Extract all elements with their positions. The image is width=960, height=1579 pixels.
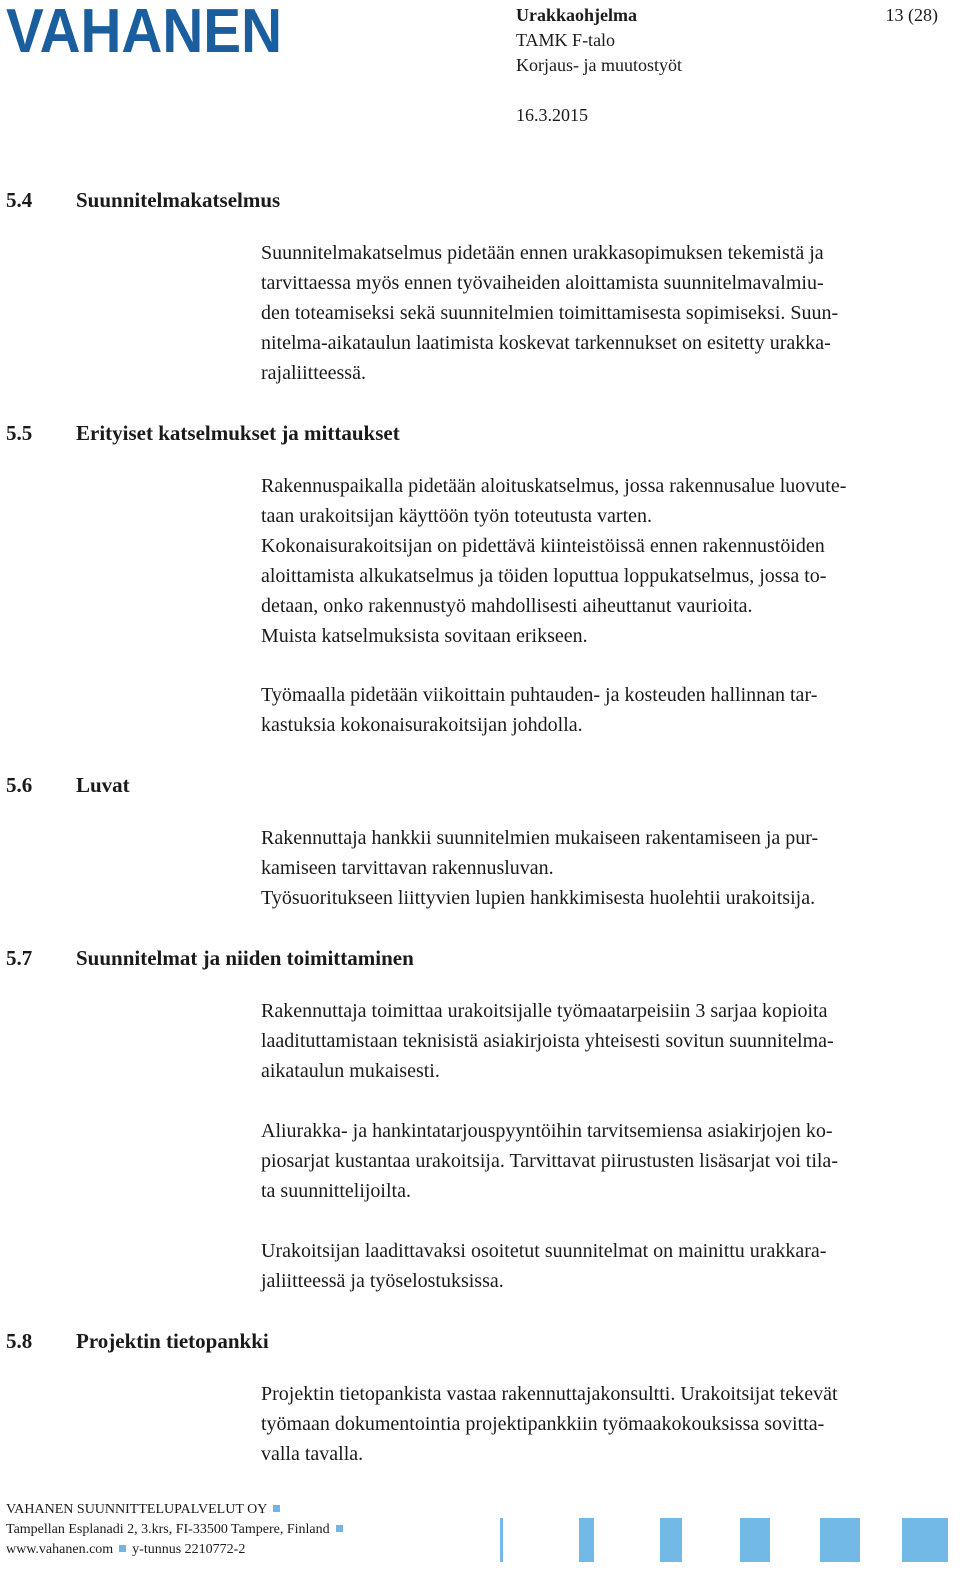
logo-text: VAHANEN — [6, 2, 282, 60]
text-line: rajaliitteessä. — [261, 362, 366, 384]
section-title: Suunnitelmat ja niiden toimittaminen — [76, 946, 414, 970]
footer-address — [6, 1520, 343, 1540]
text-line: tarvittaessa myös ennen työvaiheiden aloittamista suunnitelmavalmiu- — [261, 272, 824, 294]
text-line: Kokonaisurakoitsijan on pidettävä kiinteistöissä ennen rakennustöiden — [261, 535, 825, 557]
text-line: ta suunnittelijoilta. — [261, 1180, 411, 1202]
page-number: 13 (28) — [885, 5, 938, 25]
section-number: 5.4 — [6, 188, 33, 212]
text-line: Rakennuttaja hankkii suunnitelmien mukaiseen rakentamiseen ja pur- — [261, 827, 819, 849]
text-line: kastuksia kokonaisurakoitsijan johdolla. — [261, 714, 583, 736]
section-paragraph — [261, 1236, 951, 1296]
project-name: TAMK F-talo — [516, 30, 616, 50]
text-line: Rakennuttaja toimittaa urakoitsijalle työmaatarpeisiin 3 sarjaa kopioita — [261, 1000, 828, 1022]
section-heading-5-4 — [6, 186, 280, 214]
text-line: työmaan dokumentointia projektipankkiin työmaakokouksissa sovitta- — [261, 1413, 825, 1435]
text-line: den toteamiseksi sekä suunnitelmien toimittamisesta sopimiseksi. Suun- — [261, 302, 839, 324]
text-line: kamiseen tarvittavan rakennusluvan. — [261, 857, 554, 879]
section-paragraph — [261, 1379, 951, 1469]
decorative-stripe — [740, 1518, 770, 1562]
text-line: Työmaalla pidetään viikoittain puhtauden- ja kosteuden hallinnan tar- — [261, 684, 818, 706]
section-heading-5-8 — [6, 1327, 269, 1355]
footer-company — [6, 1500, 280, 1520]
text-line: Muista katselmuksista sovitaan erikseen. — [261, 625, 588, 647]
section-paragraph — [261, 823, 951, 913]
text-line: Aliurakka- ja hankintatarjouspyyntöihin tarvitsemiensa asiakirjojen ko- — [261, 1120, 833, 1142]
square-bullet-icon — [273, 1505, 280, 1512]
section-heading-5-7 — [6, 944, 414, 972]
text-line: aloittamista alkukatselmus ja töiden loputtua loppukatselmus, jossa to- — [261, 565, 827, 587]
company-name: VAHANEN SUUNNITTELUPALVELUT OY — [6, 1502, 268, 1517]
square-bullet-icon — [336, 1525, 343, 1532]
section-number: 5.8 — [6, 1329, 33, 1353]
text-line: Työsuoritukseen liittyvien lupien hankkimisesta huolehtii urakoitsija. — [261, 887, 816, 909]
text-line: Rakennuspaikalla pidetään aloituskatselmus, jossa rakennusalue luovute- — [261, 475, 847, 497]
section-title: Luvat — [76, 773, 130, 797]
text-line: nitelma-aikataulun laatimista koskevat tarkennukset on esitetty urakka- — [261, 332, 831, 354]
section-paragraph — [261, 1116, 951, 1206]
company-website: www.vahanen.com — [6, 1542, 114, 1557]
section-paragraph — [261, 996, 951, 1086]
text-line: valla tavalla. — [261, 1443, 364, 1465]
document-title: Urakkaohjelma — [516, 5, 637, 25]
section-title: Projektin tietopankki — [76, 1329, 269, 1353]
section-number: 5.6 — [6, 773, 33, 797]
section-title: Erityiset katselmukset ja mittaukset — [76, 421, 400, 445]
text-line: Projektin tietopankista vastaa rakennuttajakonsultti. Urakoitsijat tekevät — [261, 1383, 838, 1405]
section-paragraph — [261, 238, 951, 388]
business-id: y-tunnus 2210772-2 — [132, 1542, 246, 1557]
square-bullet-icon — [119, 1545, 126, 1552]
document-subtitle: Korjaus- ja muutostyöt — [516, 55, 682, 75]
section-number: 5.5 — [6, 421, 33, 445]
text-line: piosarjat kustantaa urakoitsija. Tarvittavat piirustusten lisäsarjat voi tila- — [261, 1150, 838, 1172]
footer-contact — [6, 1540, 245, 1560]
section-title: Suunnitelmakatselmus — [76, 188, 281, 212]
section-paragraph — [261, 680, 951, 740]
text-line: laadituttamistaan teknisistä asiakirjoista yhteisesti sovitun suunnitelma- — [261, 1030, 834, 1052]
text-line: detaan, onko rakennustyö mahdollisesti aiheuttanut vaurioita. — [261, 595, 753, 617]
text-line: Urakoitsijan laadittavaksi osoitetut suunnitelmat on mainittu urakkara- — [261, 1240, 827, 1262]
vahanen-logo — [6, 2, 296, 65]
text-line: taan urakoitsijan käyttöön työn toteutusta varten. — [261, 505, 653, 527]
section-heading-5-5 — [6, 419, 400, 447]
decorative-stripe — [500, 1518, 503, 1562]
text-line: jaliitteessä ja työselostuksissa. — [261, 1270, 504, 1292]
decorative-stripe — [820, 1518, 860, 1562]
section-heading-5-6 — [6, 771, 130, 799]
text-line: aikataulun mukaisesti. — [261, 1060, 440, 1082]
decorative-stripe — [660, 1518, 682, 1562]
decorative-stripe — [902, 1518, 948, 1562]
document-date: 16.3.2015 — [516, 105, 588, 125]
section-number: 5.7 — [6, 946, 33, 970]
decorative-stripe — [579, 1518, 594, 1562]
section-paragraph — [261, 471, 951, 651]
text-line: Suunnitelmakatselmus pidetään ennen urakkasopimuksen tekemistä ja — [261, 242, 824, 264]
company-address: Tampellan Esplanadi 2, 3.krs, FI-33500 Tampere, Finland — [6, 1522, 330, 1537]
